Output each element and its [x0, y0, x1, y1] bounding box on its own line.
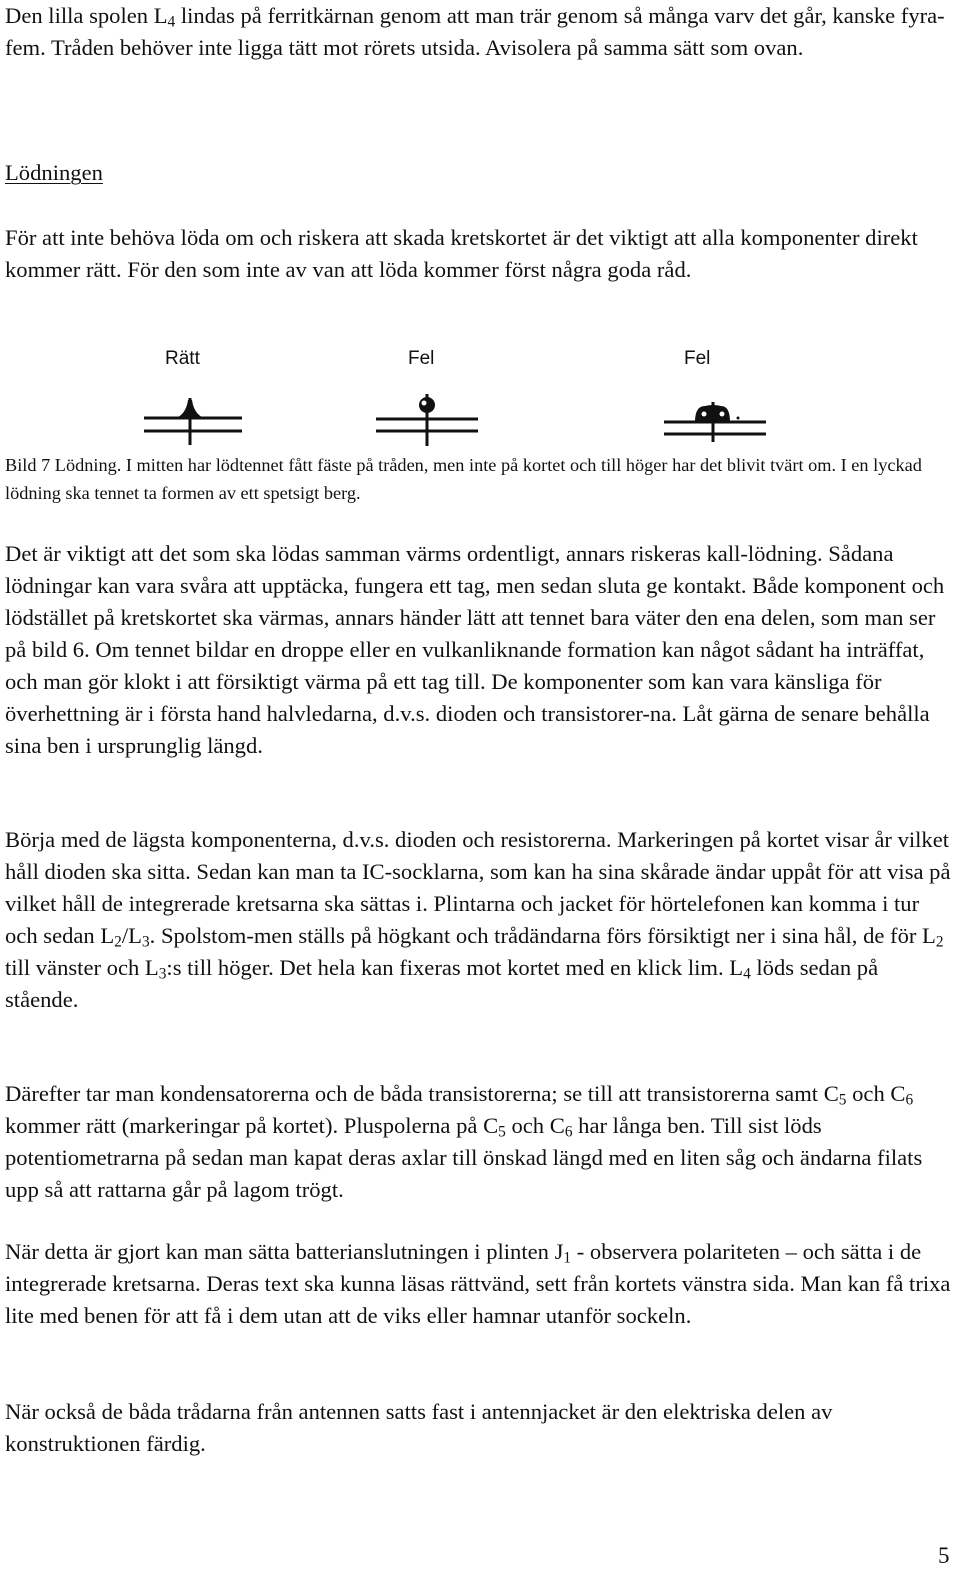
p4-text-4: och C: [505, 1113, 565, 1138]
intro-text-1: Den lilla spolen L: [5, 3, 168, 28]
p3-text-2: /L: [121, 923, 142, 948]
intro-paragraph: [5, 0, 957, 64]
solder-joint-drawings: [130, 340, 790, 450]
p3-subscript-1: 2: [114, 933, 122, 951]
solder-joint-wrong-2: [664, 402, 766, 442]
p3-subscript-2: 3: [141, 933, 150, 951]
p4-subscript-4: 6: [564, 1123, 573, 1141]
solder-joint-correct: [144, 398, 242, 445]
soldering-figure: [130, 340, 790, 450]
section-heading: Lödningen: [5, 160, 103, 185]
intro-text-2: lindas på ferritkärnan genom att man trär genom så många varv det går, kanske fyra-fem. Tråden behöver inte ligga tätt mot rörets utsida. Avisolera på samma sätt som ovan.: [5, 3, 945, 60]
p3-text-1: Börja med de lägsta komponenterna, d.v.s. dioden och resistorerna. Markeringen på kortet visar år vilket håll dioden ska sitta. Sedan kan man ta IC-socklarna, som kan ha sina skårade ändar uppåt för att visa på vilket håll de integrerade kretsarna ska sättas i. Plintarna och jacket för hörtelefonen kan komma i tur och sedan L: [5, 827, 951, 948]
p4-text-3: kommer rätt (markeringar på kortet). Pluspolerna på C: [5, 1113, 499, 1138]
p4-subscript-1: 5: [838, 1091, 847, 1109]
p3-subscript-4: 3: [158, 965, 167, 983]
figure-caption: Bild 7 Lödning. I mitten har lödtennet fått fäste på tråden, men inte på kortet och till höger har det blivit tvärt om. I en lyckad lödning ska tennet ta formen av ett spetsigt berg.: [5, 455, 922, 503]
paragraph-5: [5, 1236, 957, 1332]
paragraph-2: Det är viktigt att det som ska lödas samman värms ordentligt, annars riskeras kall-lödning. Sådana lödningar kan vara svåra att upptäcka, fungera ett tag, men sedan sluta ge kontakt. Både komponent och lödstället på kretskortet ska värmas, annars händer lätt att tennet bara väter den ena delen, som man ser på bild 6. Om tennet bildar en droppe eller en vulkanliknande formation kan något sådant ha inträffat, och man gör klokt i att försiktigt värma på ett tag till. De komponenter som kan vara känsliga för överhettning är i första hand halvledarna, d.v.s. dioden och transistorer-na. Låt gärna de senare behålla sina ben i ursprunglig längd.: [5, 541, 945, 758]
p4-text-1: Därefter tar man kondensatorerna och de båda transistorerna; se till att transistorerna samt C: [5, 1081, 839, 1106]
p4-text-2: och C: [846, 1081, 906, 1106]
p3-text-4: till vänster och L: [5, 955, 159, 980]
paragraph-3: [5, 824, 957, 1016]
paragraph-1: För att inte behöva löda om och riskera att skada kretskortet är det viktigt att alla komponenter direkt kommer rätt. För den som inte av van att löda kommer först några goda råd.: [5, 225, 918, 282]
figure-label-wrong-1: Fel: [408, 348, 435, 369]
p4-text-5: har långa ben. Till sist löds potentiometrarna på sedan man kapat deras axlar till önskad längd med en liten såg och ändarna filats upp så att rattarna går på lagom trögt.: [5, 1113, 923, 1202]
figure-label-wrong-2: Fel: [684, 348, 711, 369]
p5-text-2: - observera polariteten – och sätta i de integrerade kretsarna. Deras text ska kunna läsas rättvänd, sett från kortets vänstra sida. Man kan få trixa lite med benen för att få i dem utan att de viks eller hamnar utanför sockeln.: [5, 1239, 951, 1328]
p3-subscript-3: 2: [935, 933, 944, 951]
p3-text-5: :s till höger. Det hela kan fixeras mot kortet med en klick lim. L: [166, 955, 744, 980]
figure-label-correct: Rätt: [165, 348, 200, 369]
p3-subscript-5: 4: [743, 965, 751, 983]
p4-subscript-3: 5: [498, 1123, 506, 1141]
p5-text-1: När detta är gjort kan man sätta batterianslutningen i plinten J: [5, 1239, 564, 1264]
p3-text-6: löds sedan på stående.: [5, 955, 879, 1012]
intro-subscript-1: 4: [167, 13, 176, 31]
p5-subscript-1: 1: [563, 1249, 572, 1267]
page-number: 5: [938, 1543, 950, 1568]
p4-subscript-2: 6: [905, 1091, 914, 1109]
solder-joint-wrong-1: [376, 394, 478, 446]
p3-text-3: . Spolstom-men ställs på högkant och trådändarna förs försiktigt ner i sina hål, de för L: [149, 923, 936, 948]
paragraph-4: [5, 1078, 957, 1206]
paragraph-6: När också de båda trådarna från antennen satts fast i antennjacket är den elektriska delen av konstruktionen färdig.: [5, 1399, 833, 1456]
